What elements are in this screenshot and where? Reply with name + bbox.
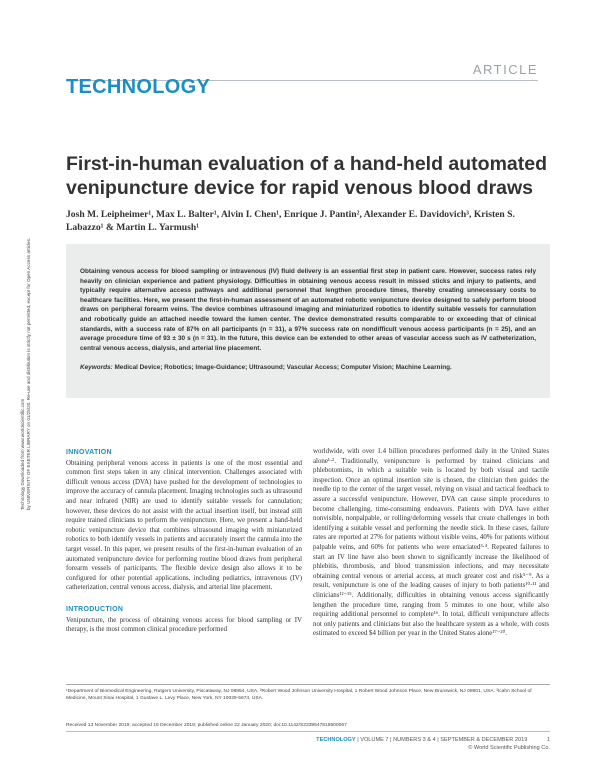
abstract-text: Obtaining venous access for blood sampling or intravenous (IV) fluid delivery is an essential first step in patient care. However, success rates rely heavily on clinician experience and patient physiology. Difficulties in obtaining venous access result in missed sticks and injury to patients, and typically require alternative access pathways and additional personnel that lengthen procedure times, thereby creating unnecessary costs to healthcare facilities. Here, we present the first-in-human assessment of an automated robotic venipuncture device designed to safely perform blood draws on peripheral forearm veins. The device combines ultrasound imaging and miniaturized robotics to identify suitable vessels for cannulation and robotically guide an attached needle toward the lumen center. The device demonstrated results comparable to or exceeding that of clinical standards, with a success rate of 87% on all participants (n = 31), a 97% success rate on nondifficult venous access participants (n = 25), and an average procedure time of 93 ± 30 s (n = 31). In the future, this device can be extended to other areas of vascular access such as IV catheterization, central venous access, dialysis, and arterial line placement.	[80, 268, 536, 352]
footer-sep-1: |	[357, 737, 361, 743]
download-notice-line-2: by UNIVERSITY OF EXETER LIBRARY on 01/25/20. Re-use and distribution is strictly not permitted, except for Open Access articles.	[26, 237, 31, 510]
abstract-box	[66, 244, 550, 398]
footer-brand: TECHNOLOGY	[316, 737, 356, 743]
affiliations-footnote: ¹Department of Biomedical Engineering, Rutgers University, Piscataway, NJ 08854, USA. ²Robert Wood Johnson University Hospital, 1 Robert Wood Johnson Place, New Brunswick, NJ 08901, USA. ³Icahn School of Medicine, Mount Sinai Hospital, 1 Gustave L. Levy Place, New York, NY 10029-5674, USA.	[66, 689, 532, 701]
footer-journal-line	[316, 736, 550, 744]
footer-sep-2: |	[390, 737, 394, 743]
article-label: ARTICLE	[472, 62, 538, 77]
footer-rule	[66, 731, 550, 732]
keywords-label: Keywords:	[80, 364, 113, 372]
footnote-divider	[66, 684, 550, 685]
keywords-list: Medical Device; Robotics; Image-Guidance; Ultrasound; Vascular Access; Computer Vision; Machine Learning.	[114, 364, 452, 372]
download-notice-line-1: Technology Downloaded from www.worldscientific.com	[20, 398, 25, 510]
introduction-heading: INTRODUCTION	[66, 605, 124, 613]
innovation-text: Obtaining peripheral venous access in patients is one of the most essential and common first steps taken in any clinical intervention. Challenges associated with difficult venous access (DVA) have pushed for the development of technologies to improve the accuracy of cannula placement. Imaging technologies such as ultrasound and near infrared (NIR) are used to identify suitable vessels for cannulation; however, these devices do not assist with the actual insertion itself, but instead still require trained clinicians to perform the venipuncture. Here, we present a hand-held robotic venipuncture device that combines ultrasound imaging with miniaturized robotics to both identify vessels in patients and accurately insert the cannula into the target vessel. In this paper, we present results of the first-in-human evaluation of an automated venipuncture device for performing routine blood draws from peripheral forearm vessels of participants. The flexible device design also allows it to be configured for other potential applications, including pediatrics, intravenous (IV) catheterization, central venous access, dialysis, and arterial line placement.	[66, 459, 302, 592]
received-dates: Received 13 November 2019; accepted 15 December 2019; published online 22 January 2020; doi:10.1142/S2339547819500067	[66, 723, 347, 728]
footer-copyright: © World Scientific Publishing Co.	[468, 745, 550, 751]
page-number: 1	[546, 737, 550, 743]
keywords	[80, 363, 536, 373]
right-column	[313, 447, 549, 639]
page-footer	[316, 736, 550, 752]
introduction-text: Venipuncture, the process of obtaining venous access for blood sampling or IV therapy, is the most common clinical procedure performed	[66, 616, 302, 634]
introduction-continued: worldwide, with over 1.4 billion procedures performed daily in the United States alone¹‧². Traditionally, venipuncture is performed by trained clinicians and phlebotomists, in which a suitable vein is located by both visual and tactile inspection. Once an optimal insertion site is chosen, the clinician then guides the needle tip to the center of the target vessel, relying on visual and tactical feedback to assure a successful venipuncture. However, DVA can cause simple procedures to become challenging, time-consuming endeavors. Patients with DVA have either nonvisible, nonpalpable, or rolling/deforming vessels that create challenges in both identifying a suitable vessel and performing the needle stick. In these cases, failure rates are reported at 27% for patients without visible veins, 40% for patients without palpable veins, and 60% for patients who were emaciated³‧⁴. Repeated failures to start an IV line have also been shown to significantly increase the likelihood of phlebitis, thrombosis, and blood transmission infections, and may necessitate obtaining central venous or arterial access, at much greater cost and risk⁵⁻⁹. As a result, venipuncture is one of the leading causes of injury to both patients¹⁰‧¹¹ and clinicians¹²⁻¹⁵. Additionally, difficulties in obtaining venous access significantly lengthen the procedure time, ranging from 5 minutes to one hour, while also requiring additional personnel to complete¹⁶. In total, difficult venipuncture affects not only patients and clinicians but also the healthcare system as a whole, with costs estimated to exceed $4 billion per year in the United States alone¹⁷⁻²⁰.	[313, 448, 549, 638]
paper-title: First-in-human evaluation of a hand-held automated venipuncture device for rapid venous blood draws	[66, 153, 548, 199]
innovation-heading: INNOVATION	[66, 449, 112, 456]
left-column	[66, 448, 302, 635]
footer-numbers: NUMBERS 3 & 4	[393, 737, 436, 743]
author-list: Josh M. Leipheimer¹, Max L. Balter¹, Alvin I. Chen¹, Enrique J. Pantin², Alexander E. Davidovich³, Kristen S. Labazzo¹ & Martin L. Yarmush¹	[66, 209, 515, 233]
footer-date: SEPTEMBER & DECEMBER 2019	[440, 737, 528, 743]
footer-sep-3: |	[437, 737, 441, 743]
footer-volume: VOLUME 7	[360, 737, 389, 743]
download-notice	[16, 180, 38, 510]
section-heading: TECHNOLOGY	[66, 76, 211, 98]
